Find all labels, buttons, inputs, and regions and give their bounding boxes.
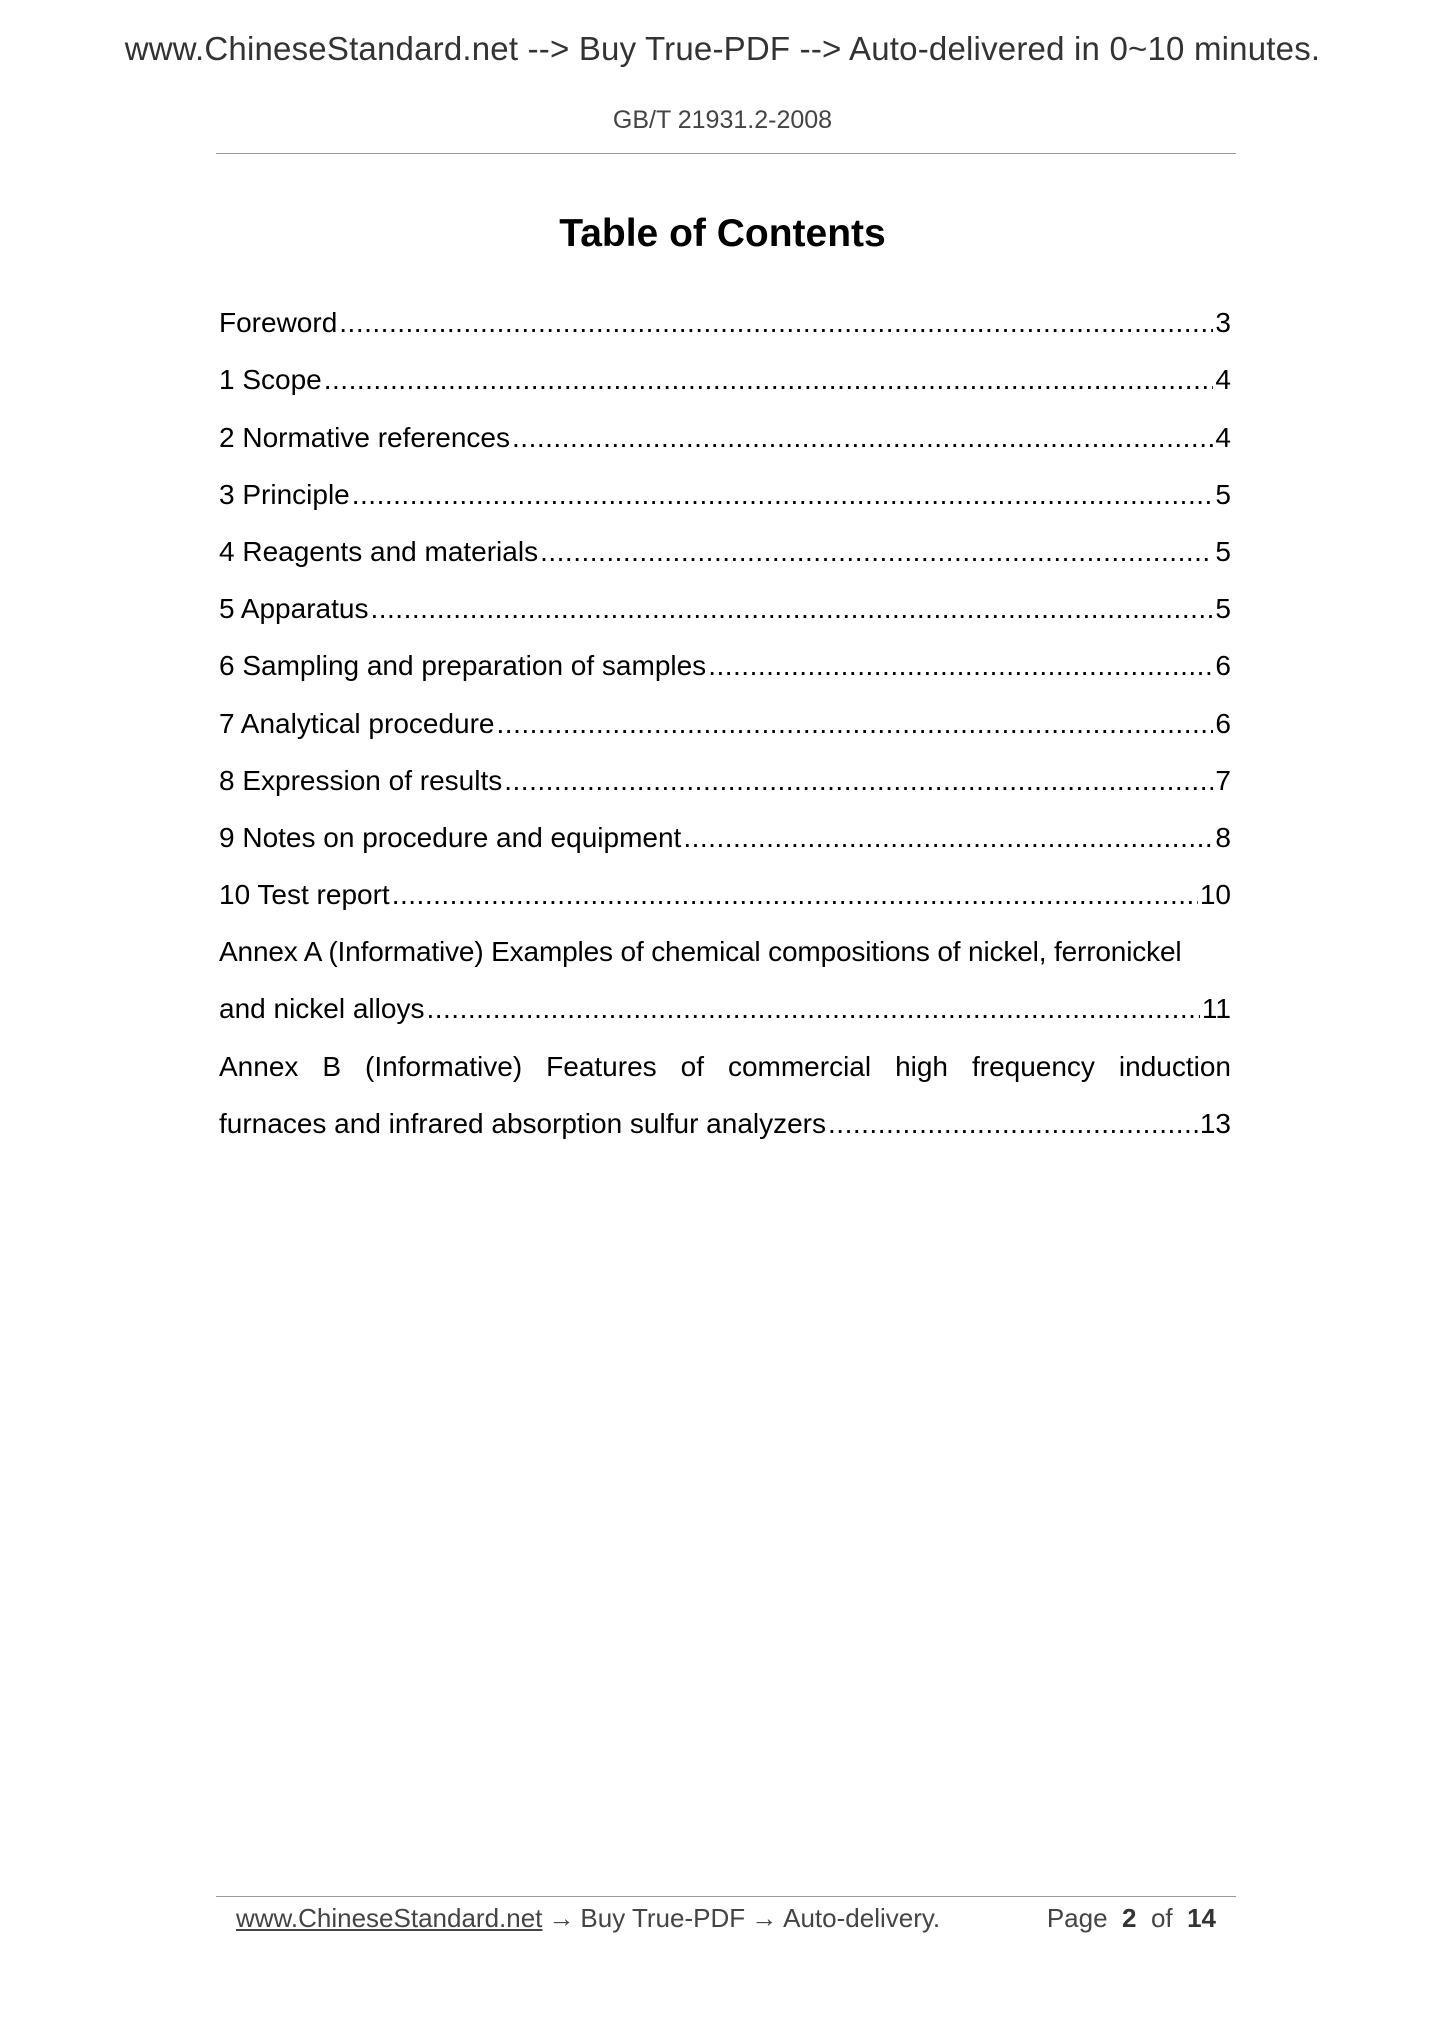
toc-entry-label: furnaces and infrared absorption sulfur analyzers [219,1107,827,1139]
toc-annex-b-word: (Informative) [365,1050,523,1082]
toc-entry-label: 10 Test report [219,879,390,911]
toc-entry-label: and nickel alloys [219,993,425,1025]
toc-entry-foreword[interactable] [219,282,1231,339]
document-code: GB/T 21931.2-2008 [612,106,833,134]
toc-entry-apparatus[interactable] [219,568,1231,625]
toc-entry-scope[interactable] [219,339,1231,396]
toc-entry-label: 6 Sampling and preparation of samples [219,650,707,682]
toc-entry-page: 4 [1215,364,1231,396]
toc-entry-label: 2 Normative references [219,421,511,453]
toc-leader-dots [352,479,1214,511]
toc-entry-annex-a-line1[interactable] [219,911,1231,968]
toc-annex-b-word: B [322,1050,342,1082]
toc-leader-dots [708,650,1213,682]
toc-entry-sampling[interactable] [219,625,1231,682]
toc-entry-notes[interactable] [219,797,1231,854]
toc-annex-b-word: induction [1118,1050,1231,1082]
toc-entry-page: 4 [1215,421,1231,453]
toc-entry-label: 4 Reagents and materials [219,535,539,567]
toc-entry-label [219,1051,1231,1083]
toc-leader-dots [426,993,1199,1025]
arrow-right-icon: → [548,1903,575,1933]
footer-divider [216,1896,1236,1897]
toc-entry-label: 8 Expression of results [219,764,503,796]
toc-entry-page: 3 [1215,307,1231,339]
toc-leader-dots [497,708,1214,740]
toc-leader-dots [828,1108,1198,1140]
toc-leader-dots [512,422,1213,454]
toc-entry-expression-of-results[interactable] [219,740,1231,797]
toc-entry-label: 5 Apparatus [219,593,369,625]
toc-title: Table of Contents [559,212,886,255]
table-of-contents [219,282,1231,1140]
page-total: 14 [1187,1903,1216,1933]
page-of-label: of [1150,1903,1173,1933]
top-banner: www.ChineseStandard.net --> Buy True-PDF --> Auto-delivered in 0~10 minutes. [124,30,1321,67]
footer-site-link[interactable]: www.ChineseStandard.net [236,1903,543,1933]
toc-leader-dots [370,593,1213,625]
toc-entry-principle[interactable] [219,454,1231,511]
page-number [1047,1903,1216,1934]
toc-annex-b-word: of [680,1050,704,1082]
arrow-right-icon: → [751,1903,778,1933]
toc-entry-page: 5 [1215,535,1231,567]
toc-leader-dots [324,364,1214,396]
toc-entry-page: 5 [1215,593,1231,625]
toc-entry-analytical-procedure[interactable] [219,682,1231,739]
toc-annex-b-word: high [895,1050,948,1082]
header-divider [216,153,1236,154]
toc-entry-label: Annex A (Informative) Examples of chemical compositions of nickel, ferronickel [219,936,1182,968]
toc-annex-b-word: Annex [219,1050,299,1082]
toc-entry-page: 13 [1199,1107,1231,1139]
toc-entry-annex-a-line2[interactable] [219,968,1231,1025]
toc-entry-label: Foreword [219,307,338,339]
toc-entry-annex-b-line2[interactable] [219,1083,1231,1140]
toc-entry-label: 3 Principle [219,478,350,510]
footer-buy-text: Buy True-PDF [580,1903,746,1933]
toc-entry-test-report[interactable] [219,854,1231,911]
footer-promo [236,1903,940,1934]
toc-entry-page: 7 [1215,764,1231,796]
toc-leader-dots [339,307,1213,339]
toc-annex-b-word: frequency [971,1050,1095,1082]
toc-entry-page: 8 [1215,821,1231,853]
toc-leader-dots [540,536,1213,568]
toc-entry-label: 1 Scope [219,364,322,396]
toc-entry-normative-references[interactable] [219,396,1231,453]
toc-entry-page: 11 [1201,993,1231,1025]
toc-entry-annex-b-line1[interactable] [219,1025,1231,1082]
toc-entry-page: 10 [1199,879,1231,911]
toc-leader-dots [392,879,1198,911]
toc-annex-b-word: Features [546,1050,657,1082]
toc-entry-page: 5 [1215,478,1231,510]
toc-entry-page: 6 [1215,707,1231,739]
toc-entry-reagents[interactable] [219,511,1231,568]
toc-entry-label: 9 Notes on procedure and equipment [219,821,682,853]
page-footer [236,1903,1216,1934]
toc-entry-page: 6 [1215,650,1231,682]
toc-leader-dots [683,822,1213,854]
toc-leader-dots [504,765,1213,797]
toc-annex-b-word: commercial [727,1050,872,1082]
page-current: 2 [1122,1903,1137,1933]
toc-entry-label: 7 Analytical procedure [219,707,495,739]
footer-delivery-text: Auto-delivery. [783,1903,941,1933]
page-label: Page [1046,1903,1108,1933]
